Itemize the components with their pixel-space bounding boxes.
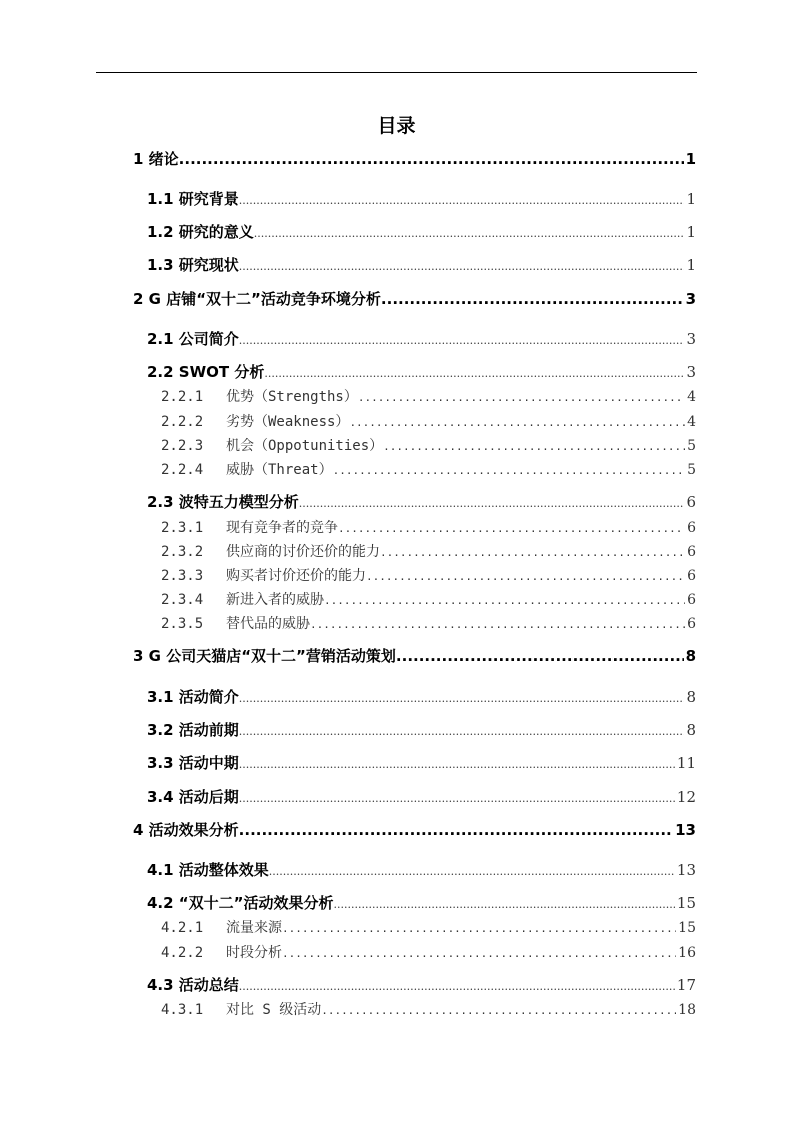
toc-entry-level-2[interactable]	[147, 720, 696, 742]
toc-entry-number: 4.3.1	[161, 1002, 204, 1018]
toc-entry-page-number: 6	[687, 592, 696, 608]
toc-entry-title: 3.3 活动中期	[147, 754, 239, 772]
toc-entry-number: 2.2.4	[161, 462, 204, 478]
toc-entry-level-2[interactable]	[147, 893, 696, 915]
toc-entry-number: 2.3.2	[161, 544, 204, 560]
toc-entry-level-2[interactable]	[147, 362, 696, 384]
toc-entry-title	[161, 460, 333, 480]
toc-entry-number: 2.2.3	[161, 438, 204, 454]
dot-leader	[299, 494, 685, 514]
toc-title: 目录	[377, 115, 416, 137]
toc-entry-title: 4.2 “双十二”活动效果分析	[147, 894, 334, 912]
toc-entry-title	[161, 614, 310, 634]
toc-entry-level-1[interactable]	[133, 820, 696, 840]
toc-entry-level-3[interactable]	[161, 387, 696, 408]
toc-entry-page-number: 3	[685, 290, 696, 308]
toc-entry-number: 2.3.5	[161, 616, 204, 632]
toc-entry-page-number: 15	[676, 894, 696, 912]
dot-leader	[333, 461, 686, 481]
toc-entry-level-2[interactable]	[147, 860, 696, 882]
toc-entry-page-number: 6	[686, 493, 696, 511]
toc-entry-number: 2.3.3	[161, 568, 204, 584]
toc-entry-level-3[interactable]	[161, 566, 696, 587]
dot-leader	[396, 646, 684, 666]
toc-entry-title: 2.3 波特五力模型分析	[147, 493, 299, 511]
toc-entry-level-3[interactable]	[161, 918, 696, 939]
toc-entry-page-number: 12	[676, 788, 696, 806]
toc-entry-text: 劣势（Weakness）	[226, 414, 350, 430]
toc-entry-number: 2.3.4	[161, 592, 204, 608]
toc-entry-level-2[interactable]	[147, 255, 696, 277]
toc-entry-title: 3.1 活动简介	[147, 688, 239, 706]
toc-entry-page-number: 4	[687, 389, 696, 405]
toc-entry-level-3[interactable]	[161, 542, 696, 563]
toc-entry-title	[161, 943, 282, 963]
toc-entry-title	[161, 1000, 321, 1020]
toc-entry-number: 2.3.1	[161, 520, 204, 536]
toc-entry-title: 1.2 研究的意义	[147, 223, 254, 241]
toc-entry-title: 2 G 店铺“双十二”活动竞争环境分析	[133, 290, 381, 308]
dot-leader	[338, 519, 685, 539]
header-rule	[96, 72, 697, 73]
toc-entry-page-number: 1	[685, 150, 696, 168]
toc-entry-level-2[interactable]	[147, 329, 696, 351]
dot-leader	[239, 977, 675, 997]
toc-entry-level-1[interactable]	[133, 289, 696, 309]
dot-leader	[239, 820, 673, 840]
toc-entry-title	[161, 387, 358, 407]
dot-leader	[239, 331, 685, 351]
dot-leader	[239, 257, 685, 277]
toc-entry-title: 4.3 活动总结	[147, 976, 239, 994]
toc-entry-title	[161, 566, 366, 586]
toc-entry-page-number: 17	[676, 976, 696, 994]
dot-leader	[179, 149, 684, 169]
toc-entry-level-2[interactable]	[147, 787, 696, 809]
toc-entry-text: 购买者讨价还价的能力	[226, 568, 366, 584]
toc-entry-text: 流量来源	[226, 920, 282, 936]
toc-entry-title: 3.2 活动前期	[147, 721, 239, 739]
toc-entry-page-number: 5	[687, 438, 696, 454]
toc-entry-level-2[interactable]	[147, 222, 696, 244]
toc-entry-level-2[interactable]	[147, 189, 696, 211]
toc-entry-level-3[interactable]	[161, 614, 696, 635]
dot-leader	[349, 413, 685, 433]
toc-entry-title: 1.1 研究背景	[147, 190, 239, 208]
dot-leader	[254, 224, 685, 244]
toc-entry-level-2[interactable]	[147, 975, 696, 997]
toc-entry-level-3[interactable]	[161, 590, 696, 611]
toc-entry-text: 供应商的讨价还价的能力	[226, 544, 380, 560]
dot-leader	[239, 789, 675, 809]
toc-entry-title	[161, 918, 282, 938]
toc-entry-title: 4.1 活动整体效果	[147, 861, 269, 879]
toc-entry-title: 1.3 研究现状	[147, 256, 239, 274]
toc-entry-level-3[interactable]	[161, 1000, 696, 1021]
toc-entry-title: 4 活动效果分析	[133, 821, 239, 839]
toc-entry-title	[161, 412, 349, 432]
toc-entry-page-number: 18	[678, 1002, 696, 1018]
dot-leader	[383, 437, 685, 457]
toc-entry-text: 现有竞争者的竞争	[226, 520, 338, 536]
toc-entry-text: 威胁（Threat）	[226, 462, 333, 478]
toc-entry-title	[161, 518, 338, 538]
toc-entry-page-number: 11	[676, 754, 696, 772]
dot-leader	[239, 191, 685, 211]
toc-entry-number: 4.2.1	[161, 920, 204, 936]
toc-entry-level-3[interactable]	[161, 412, 696, 433]
toc-entry-page-number: 3	[686, 363, 696, 381]
dot-leader	[264, 364, 684, 384]
toc-entry-page-number: 1	[686, 256, 696, 274]
toc-entry-page-number: 1	[686, 190, 696, 208]
toc-entry-page-number: 8	[686, 688, 696, 706]
toc-entry-page-number: 15	[678, 920, 696, 936]
toc-entry-text: 替代品的威胁	[226, 616, 310, 632]
dot-leader	[334, 895, 675, 915]
toc-entry-title: 2.1 公司简介	[147, 330, 239, 348]
toc-entry-page-number: 4	[687, 414, 696, 430]
toc-entry-page-number: 8	[685, 647, 696, 665]
toc-entry-page-number: 1	[686, 223, 696, 241]
dot-leader	[239, 755, 675, 775]
dot-leader	[282, 944, 676, 964]
toc-entry-number: 4.2.2	[161, 945, 204, 961]
toc-entry-page-number: 13	[676, 861, 696, 879]
toc-entry-page-number: 6	[687, 520, 696, 536]
toc-entry-level-3[interactable]	[161, 518, 696, 539]
toc-entry-number: 2.2.2	[161, 414, 204, 430]
toc-entry-page-number: 5	[687, 462, 696, 478]
dot-leader	[381, 289, 684, 309]
toc-entry-page-number: 16	[678, 945, 696, 961]
toc-entry-title	[161, 436, 383, 456]
toc-entry-page-number: 13	[675, 821, 696, 839]
toc-entry-title	[161, 542, 380, 562]
toc-entry-page-number: 8	[686, 721, 696, 739]
dot-leader	[358, 388, 685, 408]
toc-entry-page-number: 6	[687, 544, 696, 560]
toc-entry-level-1[interactable]	[133, 646, 696, 666]
toc-entry-level-2[interactable]	[147, 492, 696, 514]
toc-entry-page-number: 6	[687, 616, 696, 632]
toc-entry-title: 1 绪论	[133, 150, 179, 168]
dot-leader	[239, 689, 685, 709]
toc-entry-level-3[interactable]	[161, 943, 696, 964]
dot-leader	[366, 567, 685, 587]
toc-entry-title: 3.4 活动后期	[147, 788, 239, 806]
toc-entry-number: 2.2.1	[161, 389, 204, 405]
toc-entry-level-3[interactable]	[161, 460, 696, 481]
toc-entry-level-2[interactable]	[147, 687, 696, 709]
toc-entry-text: 新进入者的威胁	[226, 592, 324, 608]
dot-leader	[324, 591, 685, 611]
toc-entry-text: 对比 S 级活动	[226, 1002, 322, 1018]
dot-leader	[310, 615, 685, 635]
toc-entry-page-number: 3	[686, 330, 696, 348]
toc-entry-level-2[interactable]	[147, 753, 696, 775]
toc-entry-page-number: 6	[687, 568, 696, 584]
toc-entry-title	[161, 590, 324, 610]
dot-leader	[269, 862, 675, 882]
toc-entry-level-1[interactable]	[133, 149, 696, 169]
dot-leader	[321, 1001, 676, 1021]
toc-entry-title: 3 G 公司天猫店“双十二”营销活动策划	[133, 647, 396, 665]
toc-entry-text: 时段分析	[226, 945, 282, 961]
toc-entry-text: 优势（Strengths）	[226, 389, 358, 405]
dot-leader	[380, 543, 685, 563]
dot-leader	[282, 919, 676, 939]
toc-entry-level-3[interactable]	[161, 436, 696, 457]
toc-entry-title: 2.2 SWOT 分析	[147, 363, 265, 381]
dot-leader	[239, 722, 685, 742]
toc-entry-text: 机会（Oppotunities）	[226, 438, 384, 454]
